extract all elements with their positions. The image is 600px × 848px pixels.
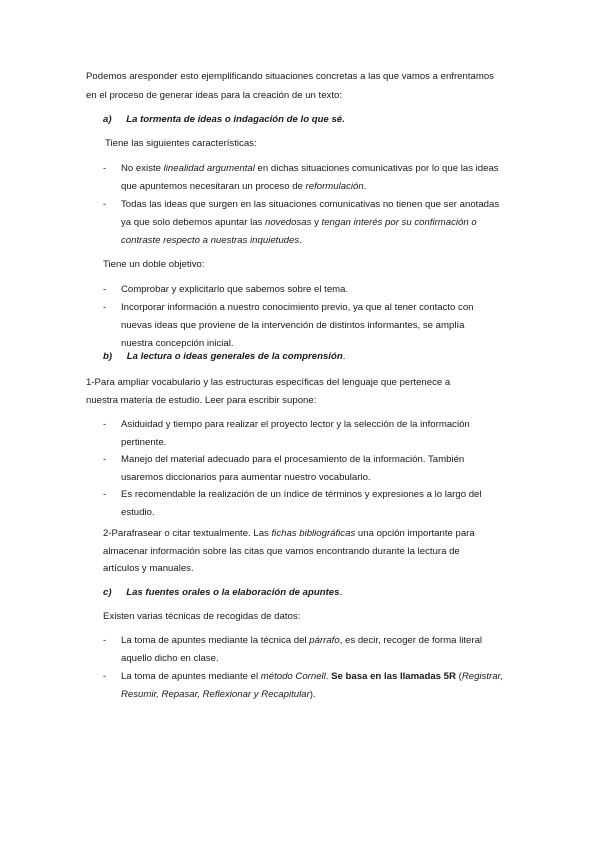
b-paragraph-2-line-3: artículos y manuales. (103, 563, 194, 574)
section-a-heading (103, 114, 345, 126)
section-c-letter: c) (103, 587, 112, 598)
bullet-dash: - (103, 199, 107, 210)
b-bullet-3-line-2: estudio. (121, 507, 155, 518)
a-bullet-2-line-1: Todas las ideas que surgen en las situaciones comunicativas no tienen que ser anotadas (121, 199, 500, 210)
section-b-letter: b) (103, 351, 113, 362)
section-b-title: La lectura o ideas generales de la comprensión (126, 351, 343, 362)
b-paragraph-2-line-2: almacenar información sobre las citas que vamos encontrando durante la lectura de (103, 546, 460, 557)
c-bullet-1-line-2: aquello dicho en clase. (121, 653, 219, 664)
intro-line-2: en el proceso de generar ideas para la creación de un texto: (86, 90, 343, 101)
section-c-heading: c) Las fuentes orales o la elaboración de apuntes. (103, 587, 343, 598)
b-paragraph-2-line-1: 2-Parafrasear o citar textualmente. Las fichas bibliográficas una opción importante para (103, 528, 475, 539)
c-bullet-2-line-1: La toma de apuntes mediante el método Cornell. Se basa en las llamadas 5R (Registrar, (121, 671, 503, 682)
section-a-title: La tormenta de ideas o indagación de lo que sé. (126, 114, 345, 125)
a-objective-2-line-2: nuevas ideas que proviene de la intervención de distintos informantes, se amplía (121, 320, 465, 331)
bullet-dash: - (103, 635, 107, 646)
b-bullet-1-line-2: pertinente. (121, 437, 167, 448)
c-intro: Existen varias técnicas de recogidas de datos: (103, 611, 301, 622)
bullet-dash: - (103, 454, 107, 465)
bullet-dash: - (103, 671, 107, 682)
b-bullet-2-line-1: Manejo del material adecuado para el procesamiento de la información. También (121, 454, 465, 465)
c-bullet-2-line-2: Resumir, Repasar, Reflexionar y Recapitular). (121, 689, 316, 700)
section-b-heading: b) La lectura o ideas generales de la comprensión. (103, 351, 346, 362)
b-bullet-1-line-1: Asiduidad y tiempo para realizar el proyecto lector y la selección de la información (121, 419, 470, 430)
b-paragraph-1-line-1: 1-Para ampliar vocabulario y las estructuras específicas del lenguaje que pertenece a (86, 377, 451, 388)
a-bullet-2-line-3: contraste respecto a nuestras inquietudes. (121, 235, 302, 246)
bullet-dash: - (103, 489, 107, 500)
bullet-dash: - (103, 419, 107, 430)
a-bullet-1-line-1: No existe linealidad argumental en dichas situaciones comunicativas por lo que las ideas (121, 163, 499, 174)
a-characteristics-title: Tiene las siguientes características: (105, 138, 257, 149)
a-bullet-1-line-2: que apuntemos necesitaran un proceso de reformulación. (121, 181, 367, 192)
a-objective-1: Comprobar y explicitarlo que sabemos sobre el tema. (121, 284, 349, 295)
intro-line-1: Podemos aresponder esto ejemplificando situaciones concretas a las que vamos a enfrentamos (86, 71, 494, 82)
c-bullet-1-line-1: La toma de apuntes mediante la técnica del párrafo, es decir, recoger de forma literal (121, 635, 483, 646)
bullet-dash: - (103, 163, 107, 174)
b-bullet-2-line-2: usaremos diccionarios para aumentar nuestro vocabulario. (121, 472, 371, 483)
section-a-letter: a) (103, 114, 112, 125)
a-objective-2-line-1: Incorporar información a nuestro conocimiento previo, ya que al tener contacto con (121, 302, 474, 313)
b-paragraph-1-line-2: nuestra materia de estudio. Leer para escribir supone: (86, 395, 317, 406)
a-objective-title: Tiene un doble objetivo: (103, 259, 205, 270)
bullet-dash: - (103, 302, 107, 313)
a-bullet-2-line-2: ya que solo debemos apuntar las novedosas y tengan interés por su confirmación o (121, 217, 477, 228)
a-objective-2-line-3: nuestra concepción inicial. (121, 338, 234, 349)
section-c-title: Las fuentes orales o la elaboración de apuntes (126, 587, 340, 598)
bullet-dash: - (103, 284, 107, 295)
b-bullet-3-line-1: Es recomendable la realización de un índice de términos y expresiones a lo largo del (121, 489, 482, 500)
